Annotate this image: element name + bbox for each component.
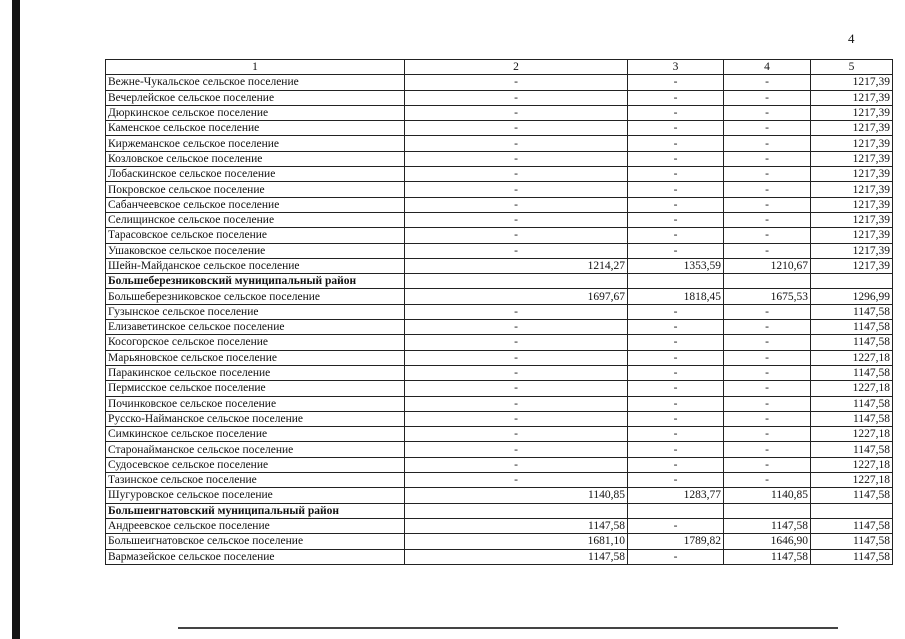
value-cell-col2: -	[405, 320, 628, 335]
table-header-row	[106, 60, 893, 75]
table-row	[106, 304, 893, 319]
scan-bottom-line	[178, 627, 838, 629]
value-cell-col4: -	[724, 151, 811, 166]
value-cell-col2: -	[405, 228, 628, 243]
settlement-name: Лобаскинское сельское поселение	[106, 167, 405, 182]
value-cell-col3: -	[628, 151, 724, 166]
value-cell-col4: -	[724, 197, 811, 212]
value-cell-col2: -	[405, 212, 628, 227]
settlement-name: Елизаветинское сельское поселение	[106, 320, 405, 335]
value-cell-col4: -	[724, 212, 811, 227]
value-cell-col3: -	[628, 304, 724, 319]
settlement-name: Ушаковское сельское поселение	[106, 243, 405, 258]
settlement-name: Дюркинское сельское поселение	[106, 105, 405, 120]
value-cell-col4: -	[724, 121, 811, 136]
value-cell-col5: 1217,39	[811, 167, 893, 182]
value-cell-col3: -	[628, 335, 724, 350]
table-row	[106, 90, 893, 105]
value-cell-col2: -	[405, 381, 628, 396]
value-cell-col3: -	[628, 90, 724, 105]
settlement-name: Гузынское сельское поселение	[106, 304, 405, 319]
value-cell-col5: 1296,99	[811, 289, 893, 304]
table-row	[106, 212, 893, 227]
value-cell-col5: 1217,39	[811, 228, 893, 243]
value-cell-col4: -	[724, 105, 811, 120]
value-cell-col5: 1217,39	[811, 243, 893, 258]
value-cell-col4: 1210,67	[724, 258, 811, 273]
value-cell-col3: -	[628, 381, 724, 396]
value-cell-col5: 1217,39	[811, 90, 893, 105]
table-row	[106, 457, 893, 472]
settlement-name: Каменское сельское поселение	[106, 121, 405, 136]
table-row	[106, 488, 893, 503]
value-cell-col3: -	[628, 197, 724, 212]
table-row	[106, 381, 893, 396]
table-row	[106, 442, 893, 457]
value-cell-col3: -	[628, 243, 724, 258]
value-cell-col2: 1214,27	[405, 258, 628, 273]
value-cell-col5: 1217,39	[811, 212, 893, 227]
settlement-name: Марьяновское сельское поселение	[106, 350, 405, 365]
value-cell-col4: -	[724, 90, 811, 105]
section-title: Большеберезниковский муниципальный район	[106, 274, 405, 289]
value-cell-col4: 1140,85	[724, 488, 811, 503]
settlement-name: Косогорское сельское поселение	[106, 335, 405, 350]
value-cell-col4: -	[724, 350, 811, 365]
value-cell-col4: -	[724, 167, 811, 182]
section-row	[106, 274, 893, 289]
table-row	[106, 197, 893, 212]
value-cell-col3: -	[628, 136, 724, 151]
value-cell-col5: 1147,58	[811, 411, 893, 426]
value-cell-col4: 1147,58	[724, 549, 811, 564]
value-cell-col4: -	[724, 320, 811, 335]
page-number: 4	[848, 31, 855, 46]
value-cell-col3: -	[628, 212, 724, 227]
value-cell-col3: -	[628, 411, 724, 426]
value-cell-col3: -	[628, 167, 724, 182]
value-cell-col4: -	[724, 457, 811, 472]
settlement-name: Симкинское сельское поселение	[106, 427, 405, 442]
column-header-1: 1	[106, 60, 405, 75]
table-row	[106, 396, 893, 411]
value-cell-col3: -	[628, 121, 724, 136]
settlement-name: Пермисское сельское поселение	[106, 381, 405, 396]
settlement-name: Старонайманское сельское поселение	[106, 442, 405, 457]
value-cell-col4: 1646,90	[724, 534, 811, 549]
settlement-name: Козловское сельское поселение	[106, 151, 405, 166]
value-cell-col5: 1217,39	[811, 75, 893, 90]
value-cell-col2: -	[405, 151, 628, 166]
value-cell-col3: -	[628, 350, 724, 365]
value-cell-col5: 1217,39	[811, 182, 893, 197]
value-cell-col2: -	[405, 457, 628, 472]
settlement-name: Паракинское сельское поселение	[106, 365, 405, 380]
value-cell-col2: -	[405, 473, 628, 488]
section-title: Большеигнатовский муниципальный район	[106, 503, 405, 518]
value-cell-col2: -	[405, 105, 628, 120]
value-cell-col4: -	[724, 228, 811, 243]
value-cell-col2: 1697,67	[405, 289, 628, 304]
value-cell-col4: -	[724, 75, 811, 90]
value-cell-col3: -	[628, 457, 724, 472]
value-cell-col4: -	[724, 411, 811, 426]
value-cell-col5: 1147,58	[811, 488, 893, 503]
value-cell-col2: -	[405, 304, 628, 319]
value-cell-col2: 1140,85	[405, 488, 628, 503]
table-row	[106, 243, 893, 258]
table-row	[106, 136, 893, 151]
empty-cell	[628, 274, 724, 289]
value-cell-col4: -	[724, 442, 811, 457]
settlement-name: Тазинское сельское поселение	[106, 473, 405, 488]
settlement-name: Сабанчеевское сельское поселение	[106, 197, 405, 212]
table-row	[106, 549, 893, 564]
value-cell-col5: 1147,58	[811, 518, 893, 533]
value-cell-col5: 1147,58	[811, 320, 893, 335]
table-row	[106, 335, 893, 350]
table-row	[106, 411, 893, 426]
settlement-name: Селищинское сельское поселение	[106, 212, 405, 227]
table-row	[106, 105, 893, 120]
value-cell-col3: -	[628, 549, 724, 564]
table-body	[106, 75, 893, 565]
value-cell-col2: -	[405, 396, 628, 411]
table-row	[106, 182, 893, 197]
empty-cell	[628, 503, 724, 518]
value-cell-col4: -	[724, 365, 811, 380]
value-cell-col2: -	[405, 243, 628, 258]
settlement-name: Починковское сельское поселение	[106, 396, 405, 411]
value-cell-col4: -	[724, 304, 811, 319]
settlement-name: Шугуровское сельское поселение	[106, 488, 405, 503]
value-cell-col3: 1818,45	[628, 289, 724, 304]
value-cell-col5: 1217,39	[811, 121, 893, 136]
value-cell-col5: 1227,18	[811, 350, 893, 365]
value-cell-col3: -	[628, 182, 724, 197]
value-cell-col2: -	[405, 335, 628, 350]
table-row	[106, 258, 893, 273]
value-cell-col3: -	[628, 75, 724, 90]
value-cell-col2: -	[405, 442, 628, 457]
table-row	[106, 534, 893, 549]
settlement-name: Большеберезниковское сельское поселение	[106, 289, 405, 304]
value-cell-col5: 1147,58	[811, 549, 893, 564]
value-cell-col2: 1147,58	[405, 549, 628, 564]
value-cell-col5: 1227,18	[811, 427, 893, 442]
value-cell-col5: 1227,18	[811, 457, 893, 472]
empty-cell	[405, 274, 628, 289]
table-row	[106, 75, 893, 90]
value-cell-col2: 1147,58	[405, 518, 628, 533]
value-cell-col5: 1147,58	[811, 365, 893, 380]
value-cell-col3: -	[628, 365, 724, 380]
value-cell-col2: -	[405, 121, 628, 136]
value-cell-col5: 1147,58	[811, 335, 893, 350]
settlement-name: Вечерлейское сельское поселение	[106, 90, 405, 105]
value-cell-col4: -	[724, 243, 811, 258]
value-cell-col2: -	[405, 75, 628, 90]
value-cell-col5: 1227,18	[811, 473, 893, 488]
value-cell-col2: -	[405, 350, 628, 365]
table-row	[106, 121, 893, 136]
value-cell-col3: -	[628, 518, 724, 533]
value-cell-col2: -	[405, 90, 628, 105]
settlement-name: Вежне-Чукальское сельское поселение	[106, 75, 405, 90]
value-cell-col2: -	[405, 136, 628, 151]
value-cell-col4: -	[724, 396, 811, 411]
value-cell-col3: 1789,82	[628, 534, 724, 549]
empty-cell	[724, 503, 811, 518]
column-header-5: 5	[811, 60, 893, 75]
value-cell-col4: -	[724, 381, 811, 396]
settlement-name: Покровское сельское поселение	[106, 182, 405, 197]
value-cell-col4: -	[724, 182, 811, 197]
value-cell-col2: -	[405, 167, 628, 182]
value-cell-col3: -	[628, 473, 724, 488]
value-cell-col3: -	[628, 396, 724, 411]
value-cell-col2: -	[405, 365, 628, 380]
settlement-name: Андреевское сельское поселение	[106, 518, 405, 533]
empty-cell	[811, 503, 893, 518]
value-cell-col2: 1681,10	[405, 534, 628, 549]
table-row	[106, 365, 893, 380]
empty-cell	[405, 503, 628, 518]
table-row	[106, 151, 893, 166]
settlement-name: Судосевское сельское поселение	[106, 457, 405, 472]
value-cell-col5: 1147,58	[811, 304, 893, 319]
table-row	[106, 320, 893, 335]
value-cell-col3: -	[628, 427, 724, 442]
table-row	[106, 350, 893, 365]
value-cell-col3: -	[628, 320, 724, 335]
table-row	[106, 228, 893, 243]
settlement-name: Тарасовское сельское поселение	[106, 228, 405, 243]
value-cell-col2: -	[405, 427, 628, 442]
value-cell-col4: -	[724, 335, 811, 350]
value-cell-col3: 1353,59	[628, 258, 724, 273]
value-cell-col5: 1227,18	[811, 381, 893, 396]
table-row	[106, 289, 893, 304]
value-cell-col4: 1675,53	[724, 289, 811, 304]
settlement-name: Русско-Найманское сельское поселение	[106, 411, 405, 426]
value-cell-col5: 1217,39	[811, 136, 893, 151]
column-header-2: 2	[405, 60, 628, 75]
value-cell-col5: 1147,58	[811, 534, 893, 549]
value-cell-col5: 1217,39	[811, 151, 893, 166]
table-row	[106, 427, 893, 442]
empty-cell	[811, 274, 893, 289]
tariff-table	[105, 59, 893, 565]
settlement-name: Киржеманское сельское поселение	[106, 136, 405, 151]
table-row	[106, 473, 893, 488]
value-cell-col2: -	[405, 182, 628, 197]
value-cell-col3: -	[628, 105, 724, 120]
section-row	[106, 503, 893, 518]
empty-cell	[724, 274, 811, 289]
value-cell-col4: 1147,58	[724, 518, 811, 533]
value-cell-col3: 1283,77	[628, 488, 724, 503]
value-cell-col4: -	[724, 136, 811, 151]
value-cell-col5: 1217,39	[811, 105, 893, 120]
value-cell-col5: 1147,58	[811, 442, 893, 457]
settlement-name: Шейн-Майданское сельское поселение	[106, 258, 405, 273]
value-cell-col5: 1147,58	[811, 396, 893, 411]
settlement-name: Большеигнатовское сельское поселение	[106, 534, 405, 549]
value-cell-col3: -	[628, 442, 724, 457]
table-row	[106, 167, 893, 182]
value-cell-col5: 1217,39	[811, 197, 893, 212]
settlement-name: Вармазейское сельское поселение	[106, 549, 405, 564]
value-cell-col2: -	[405, 197, 628, 212]
column-header-4: 4	[724, 60, 811, 75]
value-cell-col5: 1217,39	[811, 258, 893, 273]
value-cell-col3: -	[628, 228, 724, 243]
scan-edge-bar	[12, 0, 20, 639]
value-cell-col2: -	[405, 411, 628, 426]
column-header-3: 3	[628, 60, 724, 75]
value-cell-col4: -	[724, 427, 811, 442]
value-cell-col4: -	[724, 473, 811, 488]
table-row	[106, 518, 893, 533]
